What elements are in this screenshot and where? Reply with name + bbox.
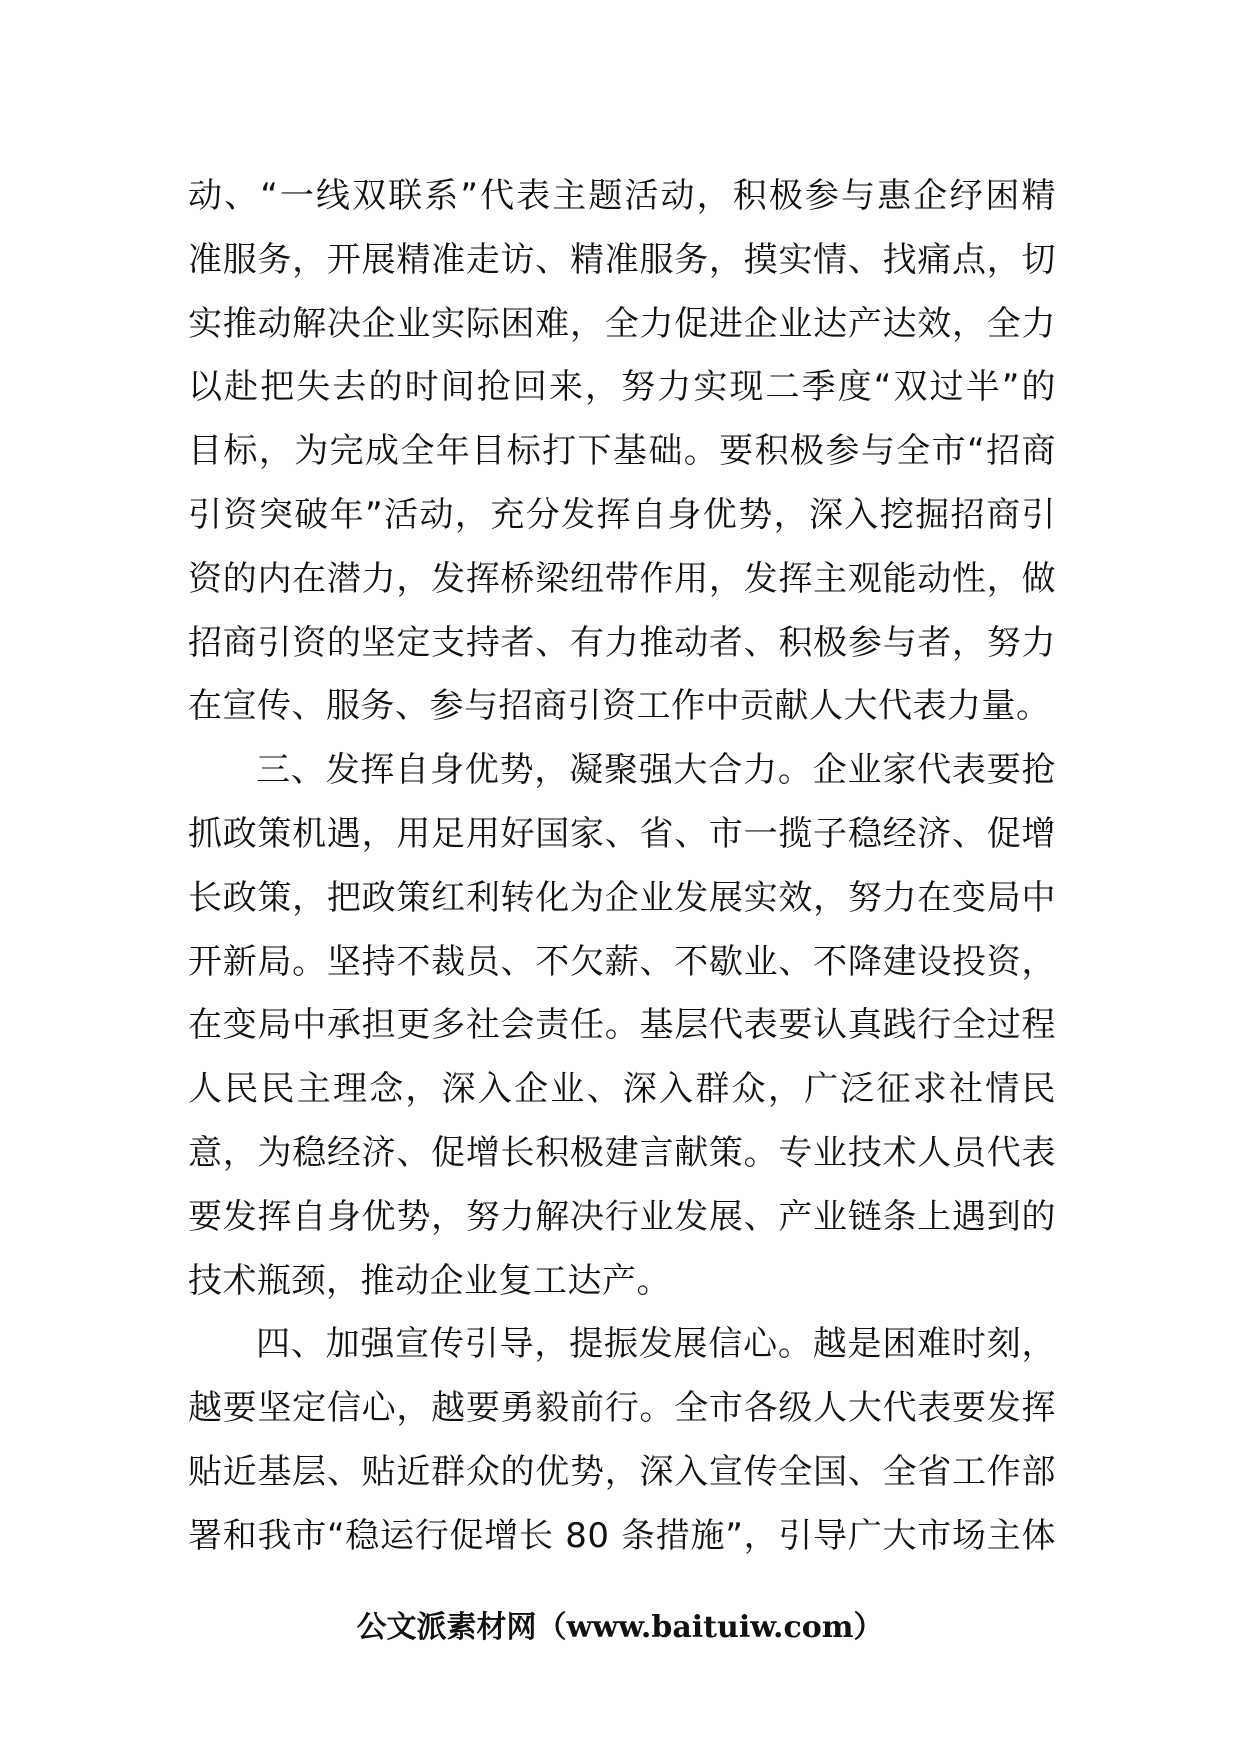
section-heading-line: 三、发挥自身优势，凝聚强大合力。企业家代表要抢 [256, 750, 1056, 791]
text-line: 招商引资的坚定支持者、有力推动者、积极参与者，努力 [188, 622, 1056, 663]
text-line: 动、“一线双联系”代表主题活动，积极参与惠企纾困精 [188, 176, 1056, 216]
text-line: 目标，为完成全年目标打下基础。要积极参与全市“招商 [188, 431, 1056, 472]
text-line: 人民民主理念，深入企业、深入群众，广泛征求社情民 [188, 1069, 1056, 1110]
text-line: 资的内在潜力，发挥桥梁纽带作用，发挥主观能动性，做 [188, 558, 1056, 599]
text-line: 署和我市“稳运行促增长 80 条措施”，引导广大市场主体 [188, 1515, 1056, 1556]
text-line: 长政策，把政策红利转化为企业发展实效，努力在变局中 [188, 877, 1056, 918]
text-line: 实推动解决企业实际困难，全力促进企业达产达效，全力 [188, 303, 1056, 344]
text-line: 引资突破年”活动，充分发挥自身优势，深入挖掘招商引 [188, 494, 1056, 535]
text-line: 抓政策机遇，用足用好国家、省、市一揽子稳经济、促增 [188, 813, 1056, 854]
text-line: 意，为稳经济、促增长积极建言献策。专业技术人员代表 [188, 1132, 1056, 1173]
text-line: 在变局中承担更多社会责任。基层代表要认真践行全过程 [188, 1005, 1056, 1046]
text-line: 要发挥自身优势，努力解决行业发展、产业链条上遇到的 [188, 1196, 1056, 1237]
text-line: 开新局。坚持不裁员、不欠薪、不歇业、不降建设投资， [188, 941, 1056, 982]
text-line: 越要坚定信心，越要勇毅前行。全市各级人大代表要发挥 [188, 1388, 1056, 1429]
text-line: 准服务，开展精准走访、精准服务，摸实情、找痛点，切 [188, 239, 1056, 280]
document-body [188, 165, 1056, 1569]
section-heading-line: 四、加强宣传引导，提振发展信心。越是困难时刻， [256, 1324, 1056, 1365]
text-line: 贴近基层、贴近群众的优势，深入宣传全国、全省工作部 [188, 1451, 1056, 1492]
text-line: 技术瓶颈，推动企业复工达产。 [188, 1260, 671, 1301]
text-line: 以赴把失去的时间抢回来，努力实现二季度“双过半”的 [188, 367, 1056, 408]
footer-watermark: 公文派素材网（www.baituiw.com） [356, 1610, 884, 1645]
text-line: 在宣传、服务、参与招商引资工作中贡献人大代表力量。 [188, 686, 1051, 727]
